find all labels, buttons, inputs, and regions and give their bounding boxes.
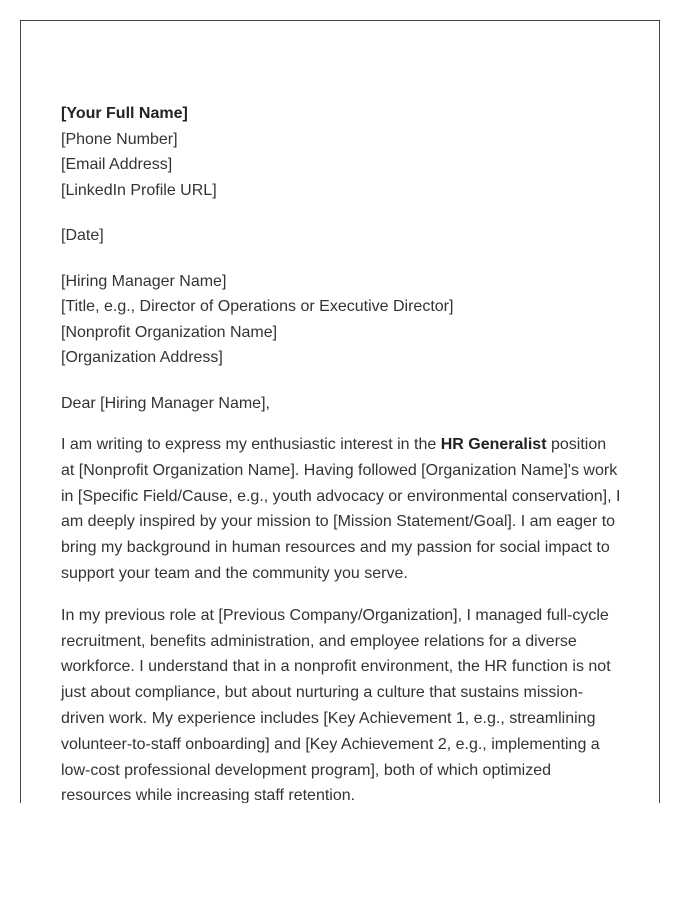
paragraph-1-line-1-start: I am writing to express my enthusiastic interest in the [61,436,441,453]
recipient-organization: [Nonprofit Organization Name] [61,323,278,341]
paragraph-2-line: driven work. My experience includes [Key Achievement 1, e.g., streamlining [61,709,596,727]
paragraph-2-line: low-cost professional development program], both of which optimized [61,761,552,779]
sender-email: [Email Address] [61,156,173,173]
recipient-address: [Organization Address] [61,349,223,366]
letter-page [20,20,660,803]
date-block [61,223,631,249]
paragraph-1-line: am deeply inspired by your mission to [Mission Statement/Goal]. I am eager to [61,513,616,531]
paragraph-2-line: workforce. I understand that in a nonprofit environment, the HR function is not [61,658,611,676]
paragraph-2-line: resources while increasing staff retention. [61,787,356,803]
recipient-title: [Title, e.g., Director of Operations or Executive Director] [61,298,454,315]
salutation [61,391,631,417]
sender-linkedin: [LinkedIn Profile URL] [61,181,217,199]
position-title: HR Generalist [440,436,547,453]
paragraph-1-line [61,432,631,458]
sender-block [61,101,631,203]
paragraph-1 [61,432,631,587]
sender-name: [Your Full Name] [61,105,188,122]
recipient-block [61,269,631,371]
paragraph-2-line: recruitment, benefits administration, and employee relations for a diverse [61,632,577,650]
paragraph-1-line-1-end: position [546,436,607,453]
paragraph-1-line: bring my background in human resources and my passion for social impact to [61,539,610,557]
letter-date: [Date] [61,227,104,244]
paragraph-2-line: In my previous role at [Previous Company/Organization], I managed full-cycle [61,606,609,624]
letter-content [61,101,631,803]
salutation-text: Dear [Hiring Manager Name], [61,394,270,412]
paragraph-1-line: at [Nonprofit Organization Name]. Having followed [Organization Name]'s work [61,461,618,479]
paragraph-2-line: just about compliance, but about nurturing a culture that sustains mission- [61,684,584,702]
paragraph-1-line: in [Specific Field/Cause, e.g., youth advocacy or environmental conservation], I [61,487,621,505]
paragraph-2 [61,603,631,803]
recipient-name: [Hiring Manager Name] [61,272,227,290]
sender-phone: [Phone Number] [61,130,178,148]
paragraph-1-line: support your team and the community you serve. [61,564,408,582]
paragraph-2-line: volunteer-to-staff onboarding] and [Key Achievement 2, e.g., implementing a [61,735,600,753]
